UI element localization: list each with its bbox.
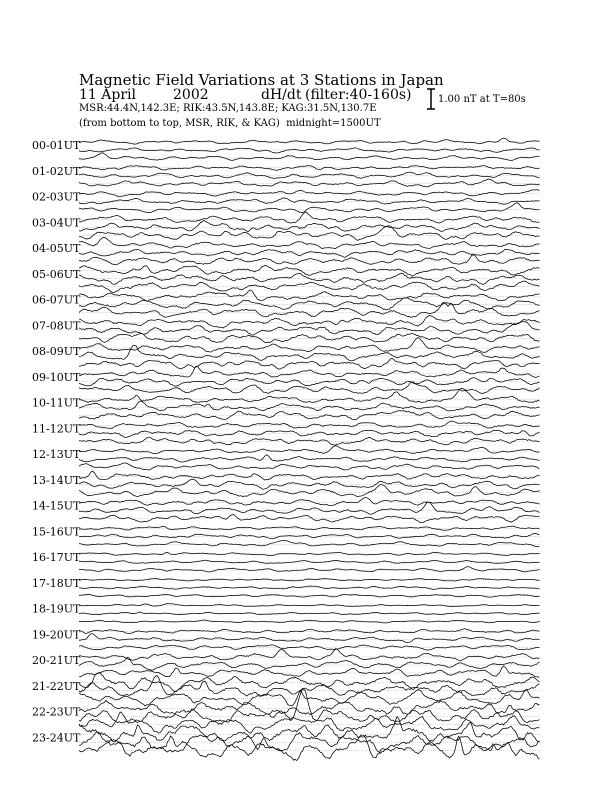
ordering-note: (from bottom to top, MSR, RIK, & KAG) — [79, 118, 280, 129]
trace-msr — [79, 411, 540, 420]
trace-kag — [79, 471, 540, 480]
hour-label: 11-12UT — [32, 422, 81, 436]
trace-msr — [79, 541, 540, 547]
trace-rik — [79, 634, 540, 643]
trace-rik — [79, 502, 540, 514]
chart-title: Magnetic Field Variations at 3 Stations in Japan — [79, 71, 444, 89]
trace-rik — [79, 249, 540, 257]
trace-msr — [79, 226, 540, 241]
hour-label: 05-06UT — [32, 267, 81, 281]
trace-rik — [79, 479, 540, 489]
hour-label: 00-01UT — [32, 139, 81, 152]
trace-rik — [79, 612, 540, 615]
trace-rik — [79, 560, 540, 563]
trace-rik — [79, 533, 540, 538]
trace-kag — [79, 672, 540, 691]
trace-kag — [79, 649, 540, 661]
hour-label: 07-08UT — [32, 319, 81, 333]
year-label: 2002 — [173, 87, 209, 103]
trace-kag — [79, 717, 540, 742]
trace-rik — [79, 455, 540, 462]
trace-msr — [79, 666, 540, 677]
hour-label: 23-24UT — [32, 731, 81, 745]
hour-label: 22-23UT — [32, 705, 81, 719]
hour-label: 04-05UT — [32, 242, 81, 255]
trace-kag — [79, 497, 540, 505]
hour-label: 01-02UT — [32, 164, 81, 178]
trace-rik — [79, 430, 540, 437]
hour-label: 09-10UT — [32, 370, 81, 384]
scale-label: 1.00 nT at T=80s — [438, 94, 526, 105]
trace-kag — [79, 604, 540, 607]
trace-rik — [79, 172, 540, 178]
trace-msr — [79, 179, 540, 187]
hour-label: 16-17UT — [32, 551, 81, 564]
date-label: 11 April — [79, 87, 136, 103]
trace-msr — [79, 153, 540, 161]
hour-label: 21-22UT — [32, 679, 81, 693]
hour-label: 02-03UT — [32, 190, 81, 204]
trace-rik — [79, 658, 540, 671]
trace-msr — [79, 689, 540, 733]
trace-kag — [79, 316, 540, 329]
trace-kag — [79, 138, 540, 144]
trace-rik — [79, 221, 540, 232]
trace-msr — [79, 567, 540, 572]
hour-label: 15-16UT — [32, 525, 81, 539]
hour-label: 10-11UT — [32, 396, 81, 410]
hour-label: 03-04UT — [32, 216, 81, 230]
trace-msr — [79, 690, 540, 706]
trace-kag — [79, 421, 540, 429]
hour-label: 12-13UT — [32, 448, 81, 461]
trace-kag — [79, 237, 540, 248]
trace-msr — [79, 594, 540, 597]
trace-msr — [79, 203, 540, 213]
trace-msr — [79, 254, 540, 265]
hour-label: 18-19UT — [32, 602, 81, 616]
hour-label: 06-07UT — [32, 293, 81, 307]
hour-label: 17-18UT — [32, 576, 81, 590]
trace-rik — [79, 298, 540, 310]
trace-kag — [79, 212, 540, 223]
filter-label: (filter:40-160s) — [305, 87, 412, 103]
hour-label: 14-15UT — [32, 499, 81, 513]
hour-label: 13-14UT — [32, 473, 81, 487]
trace-msr — [79, 463, 540, 470]
trace-msr — [79, 485, 540, 497]
hour-label: 08-09UT — [32, 345, 81, 358]
trace-rik — [79, 148, 540, 153]
trace-kag — [79, 446, 540, 454]
trace-kag — [79, 388, 540, 402]
trace-rik — [79, 345, 540, 360]
hour-label: 20-21UT — [32, 654, 81, 667]
trace-rik — [79, 401, 540, 411]
trace-kag — [79, 366, 540, 377]
stations-label: MSR:44.4N,142.3E; RIK:43.5N,143.8E; KAG:31.5N,130.7E — [79, 103, 377, 114]
quantity-label: dH/dt — [261, 87, 302, 103]
trace-rik — [79, 676, 540, 696]
hour-label: 19-20UT — [32, 628, 81, 642]
trace-kag — [79, 290, 540, 301]
midnight-note: midnight=1500UT — [286, 118, 381, 129]
trace-msr — [79, 382, 540, 394]
trace-kag — [79, 190, 540, 197]
trace-rik — [79, 198, 540, 205]
